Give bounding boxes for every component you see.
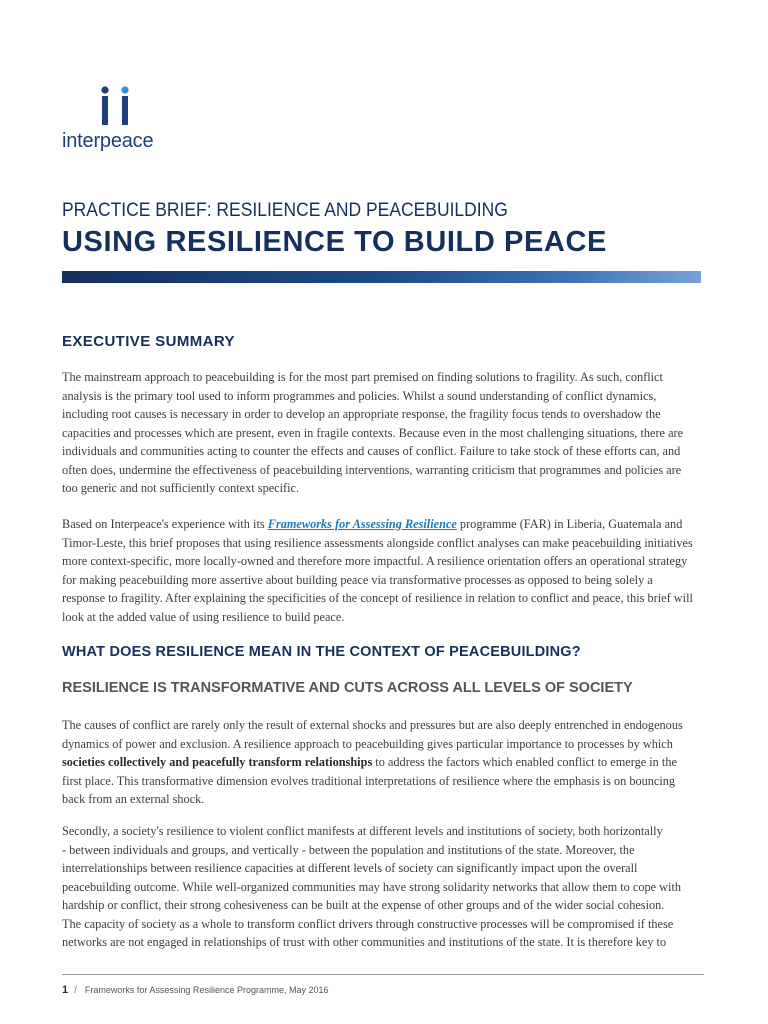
paragraph-levels — [62, 822, 712, 952]
text-line: analysis is the primary tool used to inform programmes and policies. Whilst a sound understanding of conflict dynamics, — [62, 388, 657, 403]
text-fragment: to address the factors which enabled conflict to emerge in the — [372, 755, 677, 769]
text-line: peacebuilding outcome. While well-organized communities may have strong solidarity networks that allow them to cope with — [62, 879, 682, 894]
title-underline-bar — [62, 271, 701, 283]
text-fragment: Based on Interpeace's experience with its — [62, 517, 268, 531]
text-line: interrelationships between resilience capacities at different levels of society can significantly impact upon the overall — [62, 861, 638, 875]
footer-text: Frameworks for Assessing Resilience Programme, May 2016 — [84, 985, 329, 995]
heading-executive-summary: EXECUTIVE SUMMARY — [62, 333, 235, 350]
text-line: individuals and communities acting to counter the effects and causes of conflict. Failure to take stock of these efforts can, and — [62, 444, 681, 458]
interpeace-logo-mark-icon — [98, 85, 138, 127]
text-line — [62, 515, 712, 534]
text-line: too generic and not sufficiently context specific. — [62, 481, 300, 495]
text-line: The causes of conflict are rarely only the result of external shocks and pressures but are also deeply entrenched in endogenous — [62, 718, 683, 732]
page-number: 1 — [62, 984, 69, 996]
footer-separator: / — [74, 985, 77, 996]
paragraph-exec-2 — [62, 515, 712, 626]
text-line: hardship or conflict, their strong cohesiveness can be built at the expense of other groups and of the wider social cohesion. — [62, 898, 665, 912]
page-footer — [62, 980, 329, 998]
text-line: capacities and processes which are present, even in fragile contexts. Because even in the most challenging situations, there are — [62, 425, 684, 440]
text-line: - between individuals and groups, and vertically - between the population and institutions of the state. Moreover, the — [62, 842, 635, 857]
text-line: The mainstream approach to peacebuilding is for the most part premised on finding solutions to fragility. As such, conflict — [62, 370, 663, 384]
text-line: for making peacebuilding more assertive about building peace via transformative processes as opposed to being solely a — [62, 572, 653, 587]
paragraph-causes — [62, 716, 712, 809]
text-line: response to fragility. After explaining the specificities of the concept of resilience in relation to conflict and peace, this brief will — [62, 591, 693, 605]
subheading-transformative: RESILIENCE IS TRANSFORMATIVE AND CUTS ACROSS ALL LEVELS OF SOCIETY — [62, 680, 633, 696]
footer-divider — [62, 974, 704, 975]
text-line: The capacity of society as a whole to transform conflict drivers through constructive processes will be compromised if these — [62, 916, 674, 931]
text-line: including root causes is necessary in order to develop an appropriate response, the fragility focus tends to overshadow the — [62, 407, 661, 421]
text-line — [62, 753, 712, 772]
logo-wordmark: interpeace — [62, 130, 154, 152]
text-line: networks are not engaged in relationships of trust with other communities and institutions of the state. It is therefore key to — [62, 935, 667, 949]
emphasis-text: societies collectively and peacefully transform relationships — [62, 755, 373, 769]
paragraph-exec-1 — [62, 368, 712, 498]
text-line: often does, undermine the effectiveness of peacebuilding interventions, warranting criticism that programmes and policies are — [62, 462, 682, 477]
text-line: dynamics of power and exclusion. A resilience approach to peacebuilding gives particular importance to processes by which — [62, 736, 673, 751]
text-line: more context-specific, more locally-owned and therefore more impactful. A resilience orientation offers an operational strategy — [62, 554, 688, 568]
text-line: back from an external shock. — [62, 792, 205, 806]
brief-kicker: PRACTICE BRIEF: RESILIENCE AND PEACEBUILDING — [62, 200, 508, 221]
text-fragment: programme (FAR) in Liberia, Guatemala and — [456, 517, 683, 531]
heading-resilience-question: WHAT DOES RESILIENCE MEAN IN THE CONTEXT OF PEACEBUILDING? — [62, 644, 581, 660]
text-line: look at the added value of using resilience to build peace. — [62, 609, 345, 624]
text-line: Timor-Leste, this brief proposes that using resilience assessments alongside conflict analyses can make peacebuilding initiatives — [62, 535, 693, 550]
text-line: first place. This transformative dimension evolves traditional interpretations of resilience where the emphasis is on bouncing — [62, 773, 676, 788]
page-title: USING RESILIENCE TO BUILD PEACE — [62, 226, 607, 258]
far-link[interactable]: Frameworks for Assessing Resilience — [267, 517, 457, 531]
text-line: Secondly, a society's resilience to violent conflict manifests at different levels and institutions of society, both horizontally — [62, 824, 663, 838]
